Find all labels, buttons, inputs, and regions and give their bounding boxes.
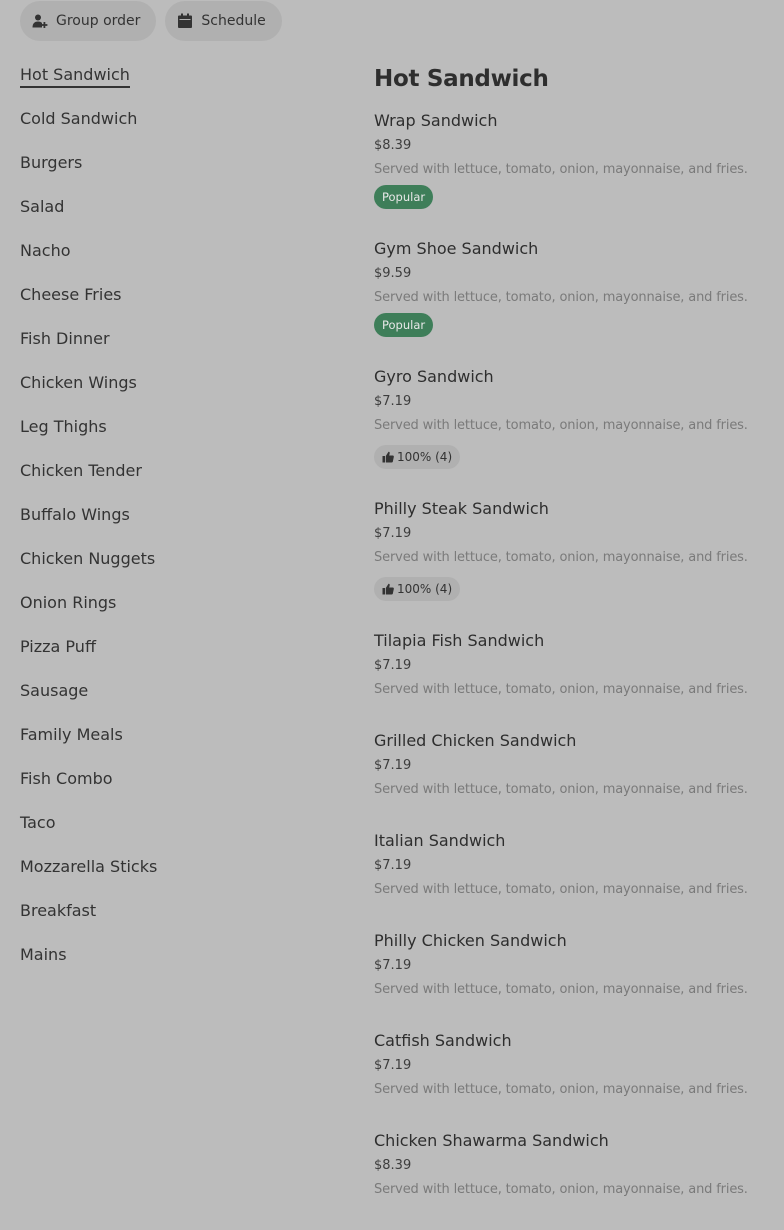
item-name: Chicken Shawarma Sandwich	[374, 1131, 609, 1150]
menu-section	[374, 64, 774, 1230]
item-description: Served with lettuce, tomato, onion, mayonnaise, and fries.	[374, 682, 748, 697]
item-description: Served with lettuce, tomato, onion, mayonnaise, and fries.	[374, 290, 748, 305]
thumbs-up-icon	[382, 451, 394, 463]
menu-item[interactable]	[374, 630, 774, 730]
category-item[interactable]	[20, 504, 320, 548]
item-name: Gyro Sandwich	[374, 367, 494, 386]
item-description: Served with lettuce, tomato, onion, mayonnaise, and fries.	[374, 982, 748, 997]
category-item[interactable]	[20, 592, 320, 636]
menu-item-list	[374, 110, 774, 1230]
item-price: $7.19	[374, 526, 412, 541]
item-price: $7.19	[374, 758, 412, 773]
category-item[interactable]	[20, 944, 320, 988]
category-label: Pizza Puff	[20, 637, 96, 656]
category-label: Salad	[20, 197, 65, 216]
category-label: Burgers	[20, 153, 83, 172]
category-item[interactable]	[20, 64, 320, 108]
item-price: $8.39	[374, 138, 412, 153]
category-item[interactable]	[20, 900, 320, 944]
category-item[interactable]	[20, 240, 320, 284]
item-name: Tilapia Fish Sandwich	[374, 631, 545, 650]
category-item[interactable]	[20, 548, 320, 592]
item-name: Grilled Chicken Sandwich	[374, 731, 577, 750]
item-price: $7.19	[374, 394, 412, 409]
badge-row	[374, 313, 774, 337]
category-label: Fish Combo	[20, 769, 113, 788]
category-label: Family Meals	[20, 725, 123, 744]
item-name: Wrap Sandwich	[374, 111, 498, 130]
thumbs-up-icon	[382, 583, 394, 595]
popular-badge: Popular	[374, 313, 433, 337]
item-price: $7.19	[374, 958, 412, 973]
menu-item[interactable]	[374, 930, 774, 1030]
rating-badge	[374, 577, 460, 601]
category-label: Chicken Wings	[20, 373, 137, 392]
rating-badge	[374, 445, 460, 469]
category-label: Cheese Fries	[20, 285, 122, 304]
category-item[interactable]	[20, 724, 320, 768]
menu-item[interactable]	[374, 498, 774, 630]
group-order-button[interactable]	[20, 1, 156, 41]
item-price: $9.59	[374, 266, 412, 281]
category-item[interactable]	[20, 284, 320, 328]
badge-row	[374, 445, 774, 469]
menu-item[interactable]	[374, 730, 774, 830]
item-description: Served with lettuce, tomato, onion, mayonnaise, and fries.	[374, 1182, 748, 1197]
add-person-icon	[32, 13, 48, 29]
menu-item[interactable]	[374, 366, 774, 498]
category-label: Cold Sandwich	[20, 109, 138, 128]
category-label: Fish Dinner	[20, 329, 110, 348]
schedule-label: Schedule	[201, 13, 266, 29]
category-label: Hot Sandwich	[20, 65, 130, 88]
category-item[interactable]	[20, 108, 320, 152]
item-description: Served with lettuce, tomato, onion, mayonnaise, and fries.	[374, 782, 748, 797]
item-name: Italian Sandwich	[374, 831, 506, 850]
category-label: Mains	[20, 945, 67, 964]
category-label: Chicken Nuggets	[20, 549, 156, 568]
item-description: Served with lettuce, tomato, onion, mayonnaise, and fries.	[374, 882, 748, 897]
menu-item[interactable]	[374, 1130, 774, 1230]
item-description: Served with lettuce, tomato, onion, mayonnaise, and fries.	[374, 550, 748, 565]
badge-row	[374, 185, 774, 209]
item-price: $8.39	[374, 1158, 412, 1173]
item-description: Served with lettuce, tomato, onion, mayonnaise, and fries.	[374, 1082, 748, 1097]
category-label: Leg Thighs	[20, 417, 107, 436]
item-description: Served with lettuce, tomato, onion, mayonnaise, and fries.	[374, 418, 748, 433]
category-label: Taco	[20, 813, 56, 832]
rating-value: 100% (4)	[397, 450, 453, 464]
item-name: Philly Steak Sandwich	[374, 499, 549, 518]
category-label: Mozzarella Sticks	[20, 857, 158, 876]
badge-row	[374, 577, 774, 601]
rating-value: 100% (4)	[397, 582, 453, 596]
item-name: Philly Chicken Sandwich	[374, 931, 567, 950]
category-label: Onion Rings	[20, 593, 117, 612]
item-name: Gym Shoe Sandwich	[374, 239, 539, 258]
menu-item[interactable]	[374, 110, 774, 238]
menu-item[interactable]	[374, 830, 774, 930]
item-description: Served with lettuce, tomato, onion, mayonnaise, and fries.	[374, 162, 748, 177]
category-label: Chicken Tender	[20, 461, 142, 480]
popular-badge: Popular	[374, 185, 433, 209]
top-actions	[20, 1, 282, 41]
item-price: $7.19	[374, 658, 412, 673]
section-title: Hot Sandwich	[374, 66, 549, 92]
category-label: Nacho	[20, 241, 71, 260]
category-item[interactable]	[20, 680, 320, 724]
category-label: Sausage	[20, 681, 89, 700]
schedule-button[interactable]	[165, 1, 281, 41]
category-item[interactable]	[20, 416, 320, 460]
category-item[interactable]	[20, 328, 320, 372]
category-item[interactable]	[20, 768, 320, 812]
item-price: $7.19	[374, 858, 412, 873]
category-label: Buffalo Wings	[20, 505, 130, 524]
item-name: Catfish Sandwich	[374, 1031, 512, 1050]
category-item[interactable]	[20, 372, 320, 416]
category-nav	[20, 64, 320, 988]
category-item[interactable]	[20, 460, 320, 504]
category-item[interactable]	[20, 152, 320, 196]
category-item[interactable]	[20, 812, 320, 856]
category-item[interactable]	[20, 196, 320, 240]
menu-item[interactable]	[374, 1030, 774, 1130]
category-label: Breakfast	[20, 901, 97, 920]
item-price: $7.19	[374, 1058, 412, 1073]
menu-item[interactable]	[374, 238, 774, 366]
category-item[interactable]	[20, 636, 320, 680]
calendar-icon	[177, 13, 193, 29]
group-order-label: Group order	[56, 13, 141, 29]
category-item[interactable]	[20, 856, 320, 900]
